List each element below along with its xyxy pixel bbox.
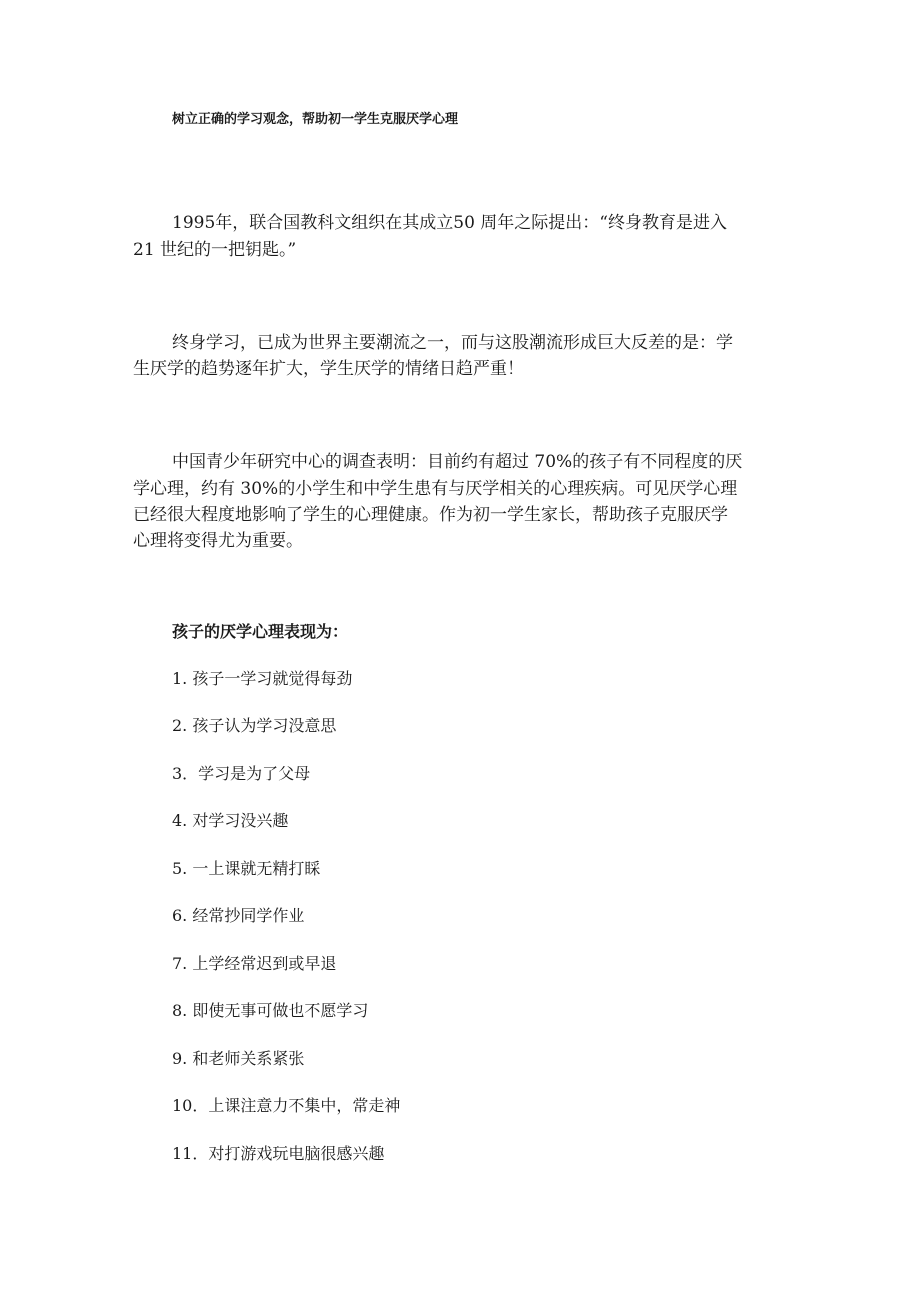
list-item: 10．上课注意力不集中，常走神 [172, 1096, 401, 1115]
list-item: 7. 上学经常迟到或早退 [172, 954, 337, 973]
list-item: 8. 即使无事可做也不愿学习 [172, 1001, 369, 1020]
paragraph-2-line-1: 终身学习，已成为世界主要潮流之一，而与这股潮流形成巨大反差的是：学 [172, 333, 733, 353]
list-item: 3．学习是为了父母 [172, 764, 311, 783]
document-title: 树立正确的学习观念，帮助初一学生克服厌学心理 [172, 112, 459, 127]
list-item: 5. 一上课就无精打睬 [172, 859, 321, 878]
paragraph-2-line-2: 生厌学的趋势逐年扩大，学生厌学的情绪日趋严重！ [133, 359, 524, 379]
list-item: 6. 经常抄同学作业 [172, 906, 305, 925]
list-item: 4. 对学习没兴趣 [172, 811, 289, 830]
paragraph-3-line-4: 心理将变得尤为重要。 [133, 531, 303, 551]
list-item: 2. 孩子认为学习没意思 [172, 716, 337, 735]
paragraph-3-line-2: 学心理，约有 30%的小学生和中学生患有与厌学相关的心理疾病。可见厌学心理 [133, 479, 738, 499]
list-heading: 孩子的厌学心理表现为： [172, 622, 349, 641]
list-item: 1. 孩子一学习就觉得每劲 [172, 669, 353, 688]
paragraph-3-line-1: 中国青少年研究中心的调查表明：目前约有超过 70%的孩子有不同程度的厌 [172, 452, 743, 472]
paragraph-3-line-3: 已经很大程度地影响了学生的心理健康。作为初一学生家长，帮助孩子克服厌学 [133, 505, 728, 525]
paragraph-1-line-1: 1995年，联合国教科文组织在其成立50 周年之际提出：“终身教育是进入 [172, 213, 727, 233]
list-item: 11．对打游戏玩电脑很感兴趣 [172, 1144, 385, 1163]
list-item: 9. 和老师关系紧张 [172, 1049, 305, 1068]
paragraph-1-line-2: 21 世纪的一把钥匙。” [133, 240, 297, 260]
